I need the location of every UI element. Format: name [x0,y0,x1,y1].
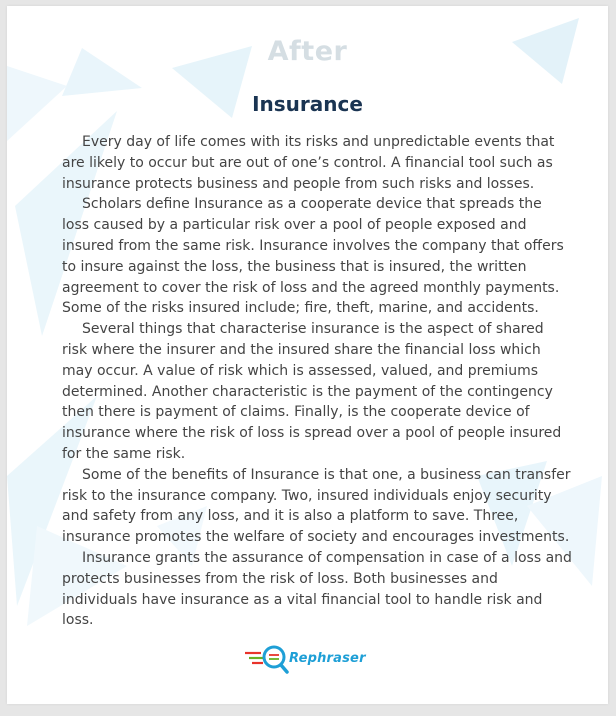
paragraph-2: Scholars define Insurance as a cooperate device that spreads the loss caused by a particular risk over a pool of people exposed and insured from the same risk. Insurance involves the company that offers to insure against the loss, the business that is insured, the written agreement to cover the risk of loss and the agreed monthly payments. Some of the risks insured include; fire, theft, marine, and accidents. [62,196,564,317]
document-card [7,6,608,704]
after-label: After [267,36,348,67]
paragraph-4: Some of the benefits of Insurance is that one, a business can transfer risk to the insurance company. Two, insured individuals enjoy security and safety from any loss, and it is also a platform to save. Three, insurance promotes the welfare of society and encourages investments. [62,466,571,546]
document-title: Insurance [252,92,363,116]
paragraph-1: Every day of life comes with its risks and unpredictable events that are likely to occur but are out of one’s control. A financial tool such as insurance protects business and people from such risks and losses. [62,134,555,192]
paragraph-3: Several things that characterise insurance is the aspect of shared risk where the insurer and the insured share the financial loss which may occur. A value of risk which is assessed, valued, and premiums determined. Another characteristic is the payment of the contingency then there is payment of claims. Finally, is the cooperate device of insurance where the risk of loss is spread over a pool of people insured for the same risk. [62,321,562,462]
logo-text: Rephraser [289,651,366,666]
rephraser-logo [243,644,383,676]
magnifier-icon [243,644,291,676]
document-body [62,132,572,631]
paragraph-5: Insurance grants the assurance of compensation in case of a loss and protects businesses from the risk of loss. Both businesses and individuals have insurance as a vital financial tool to handle risk and loss. [62,549,572,629]
